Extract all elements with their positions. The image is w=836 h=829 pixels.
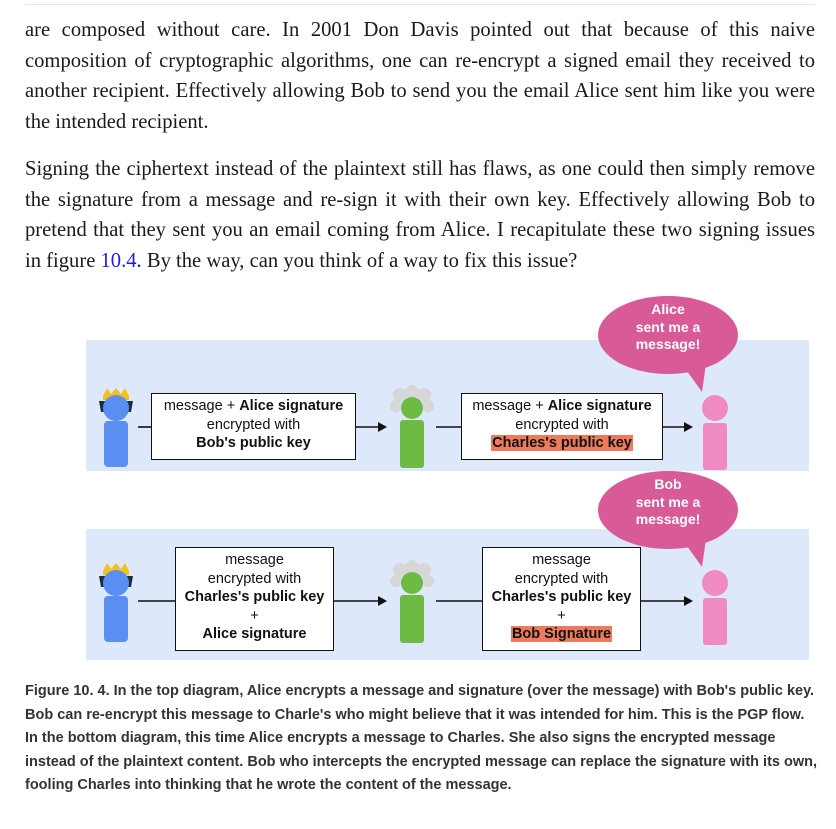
alice-signature-label: Alice signature — [202, 626, 307, 643]
figure-reference-link[interactable]: 10.4 — [100, 249, 137, 272]
plus-sign: + — [250, 607, 259, 624]
bubble-text: sent me a — [635, 318, 701, 335]
paragraph-text-after: . By the way, can you think of a way to fix this issue? — [136, 249, 578, 272]
alice-signature-label: Alice signature — [547, 398, 652, 414]
box-text: encrypted with — [207, 570, 302, 587]
box-text: message — [225, 552, 284, 568]
figure-caption: Figure 10. 4. In the top diagram, Alice encrypts a message and signature (over the message) with Bob's public key. Bob can re-encrypt this message to Charle's who might believe that it was intended for him. This is the PGP flow. In the bottom diagram, this time Alice encrypts a message to Charles. She also signs the encrypted message instead of the plaintext content. Bob who intercepts the encrypted message can replace the signature with its own, fooling Charles into thinking that he wrote the content of the message. — [25, 683, 818, 794]
paragraph-text-before: Signing the ciphertext instead of the plaintext still has flaws, as one could then simply remove the signature from a message and re-sign it with their own key. Effectively allowing Bob to pretend that they sent you an email coming from Alice. I recapitulate these two signing issues in figure — [25, 158, 815, 272]
box-text: encrypted with — [515, 416, 609, 433]
box-text: message — [532, 552, 591, 568]
charles-public-key-label: Charles's public key — [184, 589, 325, 606]
speech-bubble-bob — [598, 471, 738, 549]
alice-signature-label: Alice signature — [239, 398, 344, 414]
bubble-text: message! — [635, 336, 701, 352]
paragraph-intro: are composed without care. In 2001 Don Davis pointed out that because of this naive composition of cryptographic algorithms, one can re-encrypt a signed email they received to another recipient. Effectively allowing Bob to send you the email Alice sent him like you were the intended recipient. — [25, 19, 815, 133]
box-text: message + — [472, 398, 548, 414]
bobs-public-key-label: Bob's public key — [196, 435, 311, 452]
box-text: encrypted with — [514, 570, 609, 587]
bubble-text: message! — [635, 511, 701, 527]
box-text: message + — [163, 398, 240, 414]
charles-public-key-highlight: Charles's public key — [492, 435, 632, 452]
charles-public-key-label: Charles's public key — [491, 589, 632, 606]
bubble-text: Alice — [651, 301, 685, 317]
plus-sign: + — [557, 607, 566, 624]
box-text: encrypted with — [206, 416, 301, 433]
bubble-text: sent me a — [635, 493, 701, 510]
bubble-text: Bob — [654, 476, 682, 492]
bob-signature-highlight: Bob Signature — [511, 626, 612, 643]
